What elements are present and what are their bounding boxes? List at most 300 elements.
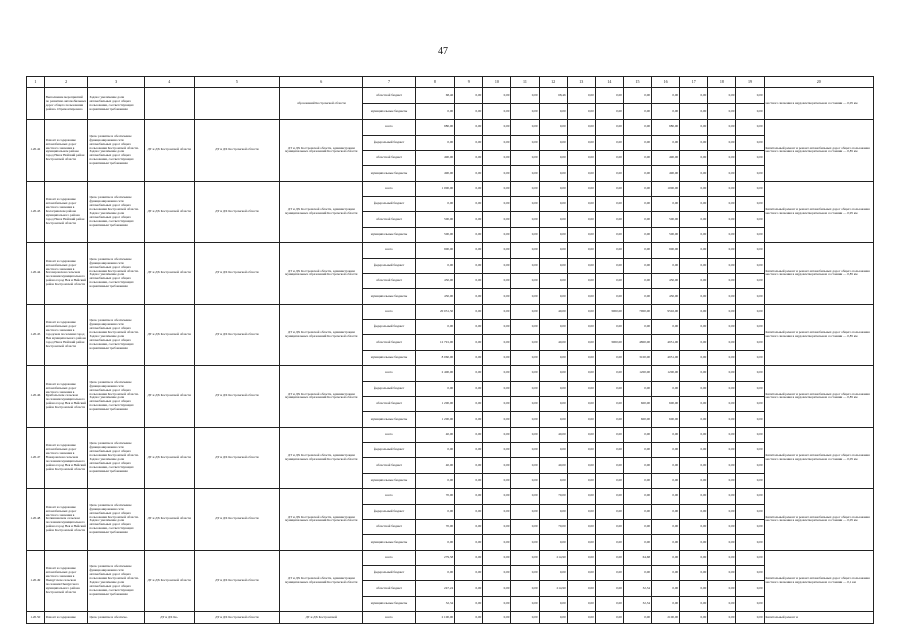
value-cell: 0,00 bbox=[708, 396, 736, 411]
column-number-cell: 7 bbox=[363, 77, 415, 88]
source-cell: муниципальные бюджеты bbox=[363, 166, 415, 181]
value-cell: 0,00 bbox=[567, 335, 595, 350]
result-cell: Капитальный ремонт и ремонт автомобильных дорог общего пользования местного значения в неудовлетворительном состоянии — 0,85 км bbox=[764, 243, 874, 305]
name-cell: Ремонт и содержание автомобильных дорог местного значения в Пыщугском сельском поселении Пыщугского муниципального района Костромской области bbox=[44, 550, 88, 612]
value-cell: 4800,00 bbox=[623, 335, 651, 350]
name-cell: Ремонт и содержание автомобильных дорог местного значения в Кужбальском сельском поселении муниципального района город Нея и Нейский район Костромской области bbox=[44, 366, 88, 428]
value-cell: 0,00 bbox=[511, 289, 539, 304]
source-cell: областной бюджет bbox=[363, 212, 415, 227]
value-cell: 0,00 bbox=[623, 519, 651, 534]
executor-cell: ДТ и ДХ Ко- bbox=[144, 612, 194, 624]
value-cell: 0,00 bbox=[567, 181, 595, 196]
executor-cell: ДТ и ДХ Костромской области bbox=[144, 489, 194, 551]
value-cell: 0,00 bbox=[595, 197, 623, 212]
value-cell: 0,00 bbox=[455, 227, 483, 242]
value-cell: 0,00 bbox=[736, 443, 764, 458]
value-cell: 0,00 bbox=[511, 350, 539, 365]
value-cell: 7900,00 bbox=[623, 304, 651, 319]
value-cell: 0,00 bbox=[455, 473, 483, 488]
value-cell: 0,00 bbox=[567, 550, 595, 565]
column-number-cell: 5 bbox=[194, 77, 279, 88]
result-cell: Капитальный ремонт и ремонт автомобильных дорог общего пользования местного значения в неудовлетворительном состоянии — 0,05 км bbox=[764, 427, 874, 489]
value-cell: 0,00 bbox=[623, 212, 651, 227]
value-cell: 0,00 bbox=[708, 243, 736, 258]
value-cell: 0,00 bbox=[483, 504, 511, 519]
value-cell: 0,00 bbox=[483, 412, 511, 427]
goal-cell: Цель: развитие и обеспечение функционирования сети автомобильных дорог общего пользования Костромской области. Задача: увеличение доли автомобильных дорог общего пользования, соответствующих нормативным требованиям bbox=[88, 489, 144, 551]
value-cell: 0,00 bbox=[455, 243, 483, 258]
value-cell: 0,00 bbox=[539, 535, 567, 550]
value-cell: 0,00 bbox=[652, 197, 680, 212]
value-cell: 0,00 bbox=[455, 504, 483, 519]
value-cell: 0,00 bbox=[595, 273, 623, 288]
value-cell: 0,00 bbox=[736, 120, 764, 135]
table-row bbox=[27, 427, 874, 442]
value-cell: 0,00 bbox=[595, 612, 623, 624]
value-cell: 0,00 bbox=[455, 550, 483, 565]
value-cell: 0,00 bbox=[680, 166, 708, 181]
value-cell: 0,00 bbox=[539, 227, 567, 242]
value-cell: 490,00 bbox=[652, 166, 680, 181]
value-cell: 450,00 bbox=[652, 273, 680, 288]
value-cell: 0,00 bbox=[595, 258, 623, 273]
value-cell: 0,00 bbox=[455, 181, 483, 196]
value-cell: 0,00 bbox=[680, 581, 708, 596]
goal-cell: Цель: развитие и обеспечение функционирования сети автомобильных дорог общего пользования Костромской области. Задача: увеличение доли автомобильных дорог общего пользования, соответствующих нормативным требованиям bbox=[88, 550, 144, 612]
value-cell: 0,00 bbox=[595, 535, 623, 550]
value-cell: 0,00 bbox=[708, 550, 736, 565]
executor-cell: ДТ и ДХ Костромской области bbox=[144, 366, 194, 428]
value-cell: 0,00 bbox=[483, 473, 511, 488]
value-cell: 0,00 bbox=[567, 473, 595, 488]
value-cell: 2100,00 bbox=[652, 612, 680, 624]
value-cell: 0,00 bbox=[708, 443, 736, 458]
name-cell: Ремонт и содержание автомобильных дорог местного значения в Боговаровском сельском поселении муниципального района город Нея и Нейский район Костромской области bbox=[44, 243, 88, 305]
source-cell: всего bbox=[363, 304, 415, 319]
result-cell: Капитальный ремонт и bbox=[764, 612, 874, 624]
value-cell: 0,00 bbox=[736, 427, 764, 442]
source-cell: областной бюджет bbox=[363, 273, 415, 288]
cofinance-cell: ДТ и ДХ Костромской области, администрации муниципальных образований Костромской области bbox=[280, 304, 363, 366]
column-number-cell: 19 bbox=[736, 77, 764, 88]
value-cell: 0,00 bbox=[567, 519, 595, 534]
value-cell: 0,00 bbox=[567, 273, 595, 288]
value-cell: 0,00 bbox=[415, 104, 455, 120]
source-cell: федеральный бюджет bbox=[363, 258, 415, 273]
value-cell: 70,00 bbox=[415, 519, 455, 534]
value-cell: 0,00 bbox=[511, 104, 539, 120]
value-cell: 0,00 bbox=[652, 535, 680, 550]
program-activities-table bbox=[26, 76, 874, 624]
value-cell: 1200,00 bbox=[623, 366, 651, 381]
value-cell: 0,00 bbox=[511, 504, 539, 519]
value-cell: 0,00 bbox=[708, 458, 736, 473]
value-cell: 0,00 bbox=[539, 289, 567, 304]
value-cell: 0,00 bbox=[736, 412, 764, 427]
value-cell: 0,00 bbox=[595, 227, 623, 242]
source-cell: областной бюджет bbox=[363, 581, 415, 596]
value-cell: 0,00 bbox=[736, 535, 764, 550]
value-cell: 0,00 bbox=[680, 135, 708, 150]
value-cell: 0,00 bbox=[483, 350, 511, 365]
value-cell: 0,00 bbox=[623, 181, 651, 196]
value-cell: 0,00 bbox=[623, 258, 651, 273]
value-cell: 0,00 bbox=[708, 88, 736, 104]
value-cell: 500,00 bbox=[415, 212, 455, 227]
value-cell: 0,00 bbox=[623, 135, 651, 150]
value-cell: 0,00 bbox=[680, 120, 708, 135]
code-cell: 1.20.46 bbox=[27, 366, 45, 428]
value-cell: 0,00 bbox=[415, 535, 455, 550]
value-cell: 0,00 bbox=[736, 181, 764, 196]
value-cell: 0,00 bbox=[652, 489, 680, 504]
cofinance-cell: ДТ и ДХ Костромской области, администрации муниципальных образований Костромской области bbox=[280, 489, 363, 551]
value-cell: 0,00 bbox=[511, 335, 539, 350]
value-cell: 0,00 bbox=[455, 197, 483, 212]
value-cell: 980,00 bbox=[415, 120, 455, 135]
value-cell: 0,00 bbox=[652, 566, 680, 581]
code-cell: 1.20.49 bbox=[27, 550, 45, 612]
value-cell: 0,00 bbox=[511, 366, 539, 381]
value-cell: 2 100,00 bbox=[415, 612, 455, 624]
value-cell: 0,00 bbox=[595, 104, 623, 120]
value-cell: 0,00 bbox=[623, 566, 651, 581]
value-cell: 0,00 bbox=[595, 212, 623, 227]
value-cell: 40,00 bbox=[539, 458, 567, 473]
column-number-cell: 3 bbox=[88, 77, 144, 88]
value-cell: 0,00 bbox=[567, 304, 595, 319]
value-cell: 70,00 bbox=[539, 489, 567, 504]
value-cell: 0,00 bbox=[680, 366, 708, 381]
value-cell: 0,00 bbox=[415, 258, 455, 273]
value-cell: 0,00 bbox=[623, 104, 651, 120]
value-cell: 0,00 bbox=[652, 104, 680, 120]
value-cell: 0,00 bbox=[539, 566, 567, 581]
result-cell: Капитальный ремонт и ремонт автомобильных дорог общего пользования местного значения в неудовлетворительном состоянии — 0,1 км bbox=[764, 550, 874, 612]
value-cell: 0,00 bbox=[708, 519, 736, 534]
value-cell: 0,00 bbox=[567, 443, 595, 458]
name-cell: Ремонт и содержание автомобильных дорог местного значения в Коткишевском сельском поселении муниципального района город Нея и Нейский район Костромской области bbox=[44, 489, 88, 551]
value-cell: 0,00 bbox=[511, 519, 539, 534]
source-cell: федеральный бюджет bbox=[363, 197, 415, 212]
participant-cell: ДТ и ДХ Костромской области bbox=[194, 181, 279, 243]
participant-cell: ДТ и ДХ Костромской области bbox=[194, 550, 279, 612]
value-cell: 0,00 bbox=[623, 535, 651, 550]
value-cell: 0,00 bbox=[567, 197, 595, 212]
value-cell: 0,00 bbox=[539, 381, 567, 396]
value-cell: 0,00 bbox=[708, 120, 736, 135]
value-cell: 0,00 bbox=[483, 335, 511, 350]
value-cell: 0,00 bbox=[736, 612, 764, 624]
result-cell: Капитальный ремонт и ремонт автомобильных дорог общего пользования местного значения в неудовлетворительном состоянии — 0,85 км bbox=[764, 366, 874, 428]
column-number-cell: 15 bbox=[623, 77, 651, 88]
value-cell: 0,00 bbox=[455, 304, 483, 319]
value-cell: 0,00 bbox=[708, 166, 736, 181]
value-cell: 0,00 bbox=[455, 489, 483, 504]
value-cell: 8 060,00 bbox=[415, 350, 455, 365]
value-cell: 0,00 bbox=[708, 366, 736, 381]
value-cell: 0,00 bbox=[595, 550, 623, 565]
value-cell: 0,00 bbox=[567, 596, 595, 611]
value-cell: 490,00 bbox=[652, 150, 680, 165]
value-cell: 0,00 bbox=[455, 396, 483, 411]
source-cell: областной бюджет bbox=[363, 396, 415, 411]
value-cell: 600,00 bbox=[652, 412, 680, 427]
value-cell: 0,00 bbox=[680, 197, 708, 212]
value-cell: 0,00 bbox=[567, 612, 595, 624]
value-cell: 0,00 bbox=[595, 396, 623, 411]
value-cell: 0,00 bbox=[567, 396, 595, 411]
table-row bbox=[27, 612, 874, 624]
value-cell: 0,00 bbox=[680, 304, 708, 319]
value-cell: 0,00 bbox=[415, 135, 455, 150]
value-cell: 1200,00 bbox=[652, 366, 680, 381]
value-cell: 0,00 bbox=[708, 535, 736, 550]
column-number-cell: 11 bbox=[511, 77, 539, 88]
value-cell: 0,00 bbox=[483, 212, 511, 227]
value-cell: 0,00 bbox=[680, 458, 708, 473]
value-cell: 0,00 bbox=[567, 88, 595, 104]
column-number-cell: 17 bbox=[680, 77, 708, 88]
value-cell: 0,00 bbox=[680, 412, 708, 427]
result-cell: Капитальный ремонт и ремонт автомобильных дорог общего пользования местного значения в неудовлетворительном состоянии — 0,05 км bbox=[764, 489, 874, 551]
table-row bbox=[27, 366, 874, 381]
value-cell: 0,00 bbox=[708, 150, 736, 165]
value-cell: 0,00 bbox=[623, 197, 651, 212]
value-cell: 32,34 bbox=[623, 581, 651, 596]
executor-cell: ДТ и ДХ Костромской области bbox=[144, 120, 194, 182]
value-cell: 0,00 bbox=[680, 212, 708, 227]
value-cell: 0,00 bbox=[455, 135, 483, 150]
source-cell: всего bbox=[363, 366, 415, 381]
value-cell: 0,00 bbox=[539, 135, 567, 150]
value-cell: 900,00 bbox=[652, 243, 680, 258]
source-cell: муниципальные бюджеты bbox=[363, 350, 415, 365]
name-cell: Выполнение мероприятий по развитию автомобильных дорог общего пользования района. Отремонтировано bbox=[44, 88, 88, 120]
value-cell: 2 400,00 bbox=[415, 366, 455, 381]
code-cell: 1.20.43 bbox=[27, 181, 45, 243]
value-cell: 0,00 bbox=[567, 104, 595, 120]
value-cell: 0,00 bbox=[511, 120, 539, 135]
value-cell: 68,46 bbox=[415, 88, 455, 104]
value-cell: 214,90 bbox=[539, 581, 567, 596]
value-cell: 0,00 bbox=[623, 504, 651, 519]
value-cell: 0,00 bbox=[736, 197, 764, 212]
value-cell: 0,00 bbox=[736, 227, 764, 242]
cofinance-cell: ДТ и ДХ Костромской области, администрации муниципальных образований Костромской области bbox=[280, 120, 363, 182]
value-cell: 3000,00 bbox=[595, 304, 623, 319]
value-cell: 0,00 bbox=[483, 366, 511, 381]
value-cell: 0,00 bbox=[539, 412, 567, 427]
executor-cell: ДТ и ДХ Костромской области bbox=[144, 550, 194, 612]
value-cell: 0,00 bbox=[511, 550, 539, 565]
value-cell: 0,00 bbox=[708, 427, 736, 442]
value-cell: 214,90 bbox=[539, 550, 567, 565]
value-cell: 0,00 bbox=[595, 581, 623, 596]
value-cell: 0,00 bbox=[736, 396, 764, 411]
value-cell: 490,00 bbox=[415, 166, 455, 181]
table-row bbox=[27, 489, 874, 504]
value-cell: 0,00 bbox=[623, 150, 651, 165]
value-cell: 3000,00 bbox=[595, 335, 623, 350]
column-number-cell: 16 bbox=[652, 77, 680, 88]
value-cell: 0,00 bbox=[595, 566, 623, 581]
value-cell: 0,00 bbox=[483, 88, 511, 104]
value-cell: 0,00 bbox=[483, 566, 511, 581]
value-cell: 0,00 bbox=[455, 381, 483, 396]
value-cell: 0,00 bbox=[567, 120, 595, 135]
value-cell: 0,00 bbox=[455, 335, 483, 350]
value-cell: 0,00 bbox=[511, 458, 539, 473]
source-cell: муниципальные бюджеты bbox=[363, 596, 415, 611]
value-cell: 450,00 bbox=[415, 273, 455, 288]
value-cell: 0,00 bbox=[595, 135, 623, 150]
value-cell: 0,00 bbox=[595, 489, 623, 504]
value-cell: 0,00 bbox=[455, 258, 483, 273]
value-cell: 0,00 bbox=[680, 320, 708, 335]
value-cell: 0,00 bbox=[511, 258, 539, 273]
value-cell: 70,00 bbox=[539, 519, 567, 534]
value-cell: 0,00 bbox=[539, 350, 567, 365]
cofinance-cell: ДТ и ДХ Костромской области, администрации муниципальных образований Костромской области bbox=[280, 181, 363, 243]
column-number-cell: 9 bbox=[455, 77, 483, 88]
value-cell: 0,00 bbox=[623, 289, 651, 304]
value-cell: 0,00 bbox=[736, 350, 764, 365]
value-cell: 0,00 bbox=[623, 458, 651, 473]
value-cell: 450,00 bbox=[652, 289, 680, 304]
value-cell: 500,00 bbox=[415, 227, 455, 242]
value-cell: 0,00 bbox=[567, 581, 595, 596]
value-cell: 0,00 bbox=[680, 381, 708, 396]
value-cell: 0,00 bbox=[623, 381, 651, 396]
value-cell: 0,00 bbox=[511, 304, 539, 319]
value-cell: 0,00 bbox=[595, 350, 623, 365]
participant-cell: ДТ и ДХ Костромской области bbox=[194, 489, 279, 551]
value-cell: 0,00 bbox=[511, 212, 539, 227]
value-cell: 0,00 bbox=[483, 227, 511, 242]
value-cell: 0,00 bbox=[539, 243, 567, 258]
value-cell: 0,00 bbox=[708, 135, 736, 150]
value-cell: 0,00 bbox=[455, 458, 483, 473]
code-cell: 1.20.44 bbox=[27, 243, 45, 305]
value-cell: 0,00 bbox=[708, 289, 736, 304]
value-cell: 0,00 bbox=[736, 596, 764, 611]
source-cell: федеральный бюджет bbox=[363, 566, 415, 581]
name-cell: Ремонт и содержание автомобильных дорог местного значения в муниципальном районе город Нея и Нейский район Костромской области bbox=[44, 120, 88, 182]
goal-cell: Цель: развитие и обеспечение функционирования сети автомобильных дорог общего пользования Костромской области. Задача: увеличение доли автомобильных дорог общего пользования, соответствующих нормативным требованиям bbox=[88, 181, 144, 243]
value-cell: 0,00 bbox=[511, 566, 539, 581]
column-number-cell: 4 bbox=[144, 77, 194, 88]
value-cell: 0,00 bbox=[511, 489, 539, 504]
value-cell: 0,00 bbox=[736, 519, 764, 534]
code-cell: 1.20.50 bbox=[27, 612, 45, 624]
value-cell: 0,00 bbox=[483, 596, 511, 611]
value-cell: 0,00 bbox=[539, 181, 567, 196]
value-cell: 0,00 bbox=[539, 612, 567, 624]
table-row bbox=[27, 243, 874, 258]
column-number-cell: 6 bbox=[280, 77, 363, 88]
value-cell: 0,00 bbox=[708, 566, 736, 581]
column-number-cell: 13 bbox=[567, 77, 595, 88]
value-cell: 0,00 bbox=[595, 596, 623, 611]
value-cell: 0,00 bbox=[595, 366, 623, 381]
value-cell: 0,00 bbox=[652, 504, 680, 519]
value-cell: 600,00 bbox=[652, 396, 680, 411]
value-cell: 0,00 bbox=[539, 504, 567, 519]
value-cell: 40,00 bbox=[539, 427, 567, 442]
value-cell: 0,00 bbox=[652, 443, 680, 458]
participant-cell: ДТ и ДХ Костромской области bbox=[194, 120, 279, 182]
value-cell: 0,00 bbox=[511, 412, 539, 427]
value-cell: 0,00 bbox=[623, 612, 651, 624]
value-cell: 0,00 bbox=[483, 135, 511, 150]
value-cell: 0,00 bbox=[539, 120, 567, 135]
value-cell: 0,00 bbox=[539, 104, 567, 120]
value-cell: 0,00 bbox=[708, 381, 736, 396]
value-cell: 1 200,00 bbox=[415, 412, 455, 427]
value-cell: 0,00 bbox=[455, 88, 483, 104]
value-cell: 0,00 bbox=[623, 427, 651, 442]
source-cell: муниципальные бюджеты bbox=[363, 104, 415, 120]
value-cell: 0,00 bbox=[708, 320, 736, 335]
value-cell: 0,00 bbox=[736, 135, 764, 150]
value-cell: 0,00 bbox=[483, 519, 511, 534]
source-cell: областной бюджет bbox=[363, 150, 415, 165]
value-cell: 0,00 bbox=[708, 581, 736, 596]
value-cell: 279,58 bbox=[415, 550, 455, 565]
value-cell: 0,00 bbox=[736, 504, 764, 519]
value-cell: 0,00 bbox=[539, 197, 567, 212]
value-cell: 0,00 bbox=[595, 320, 623, 335]
value-cell: 0,00 bbox=[539, 166, 567, 181]
goal-cell: Цель: развитие и обеспечение функционирования сети автомобильных дорог общего пользования Костромской области. Задача: увеличение доли автомобильных дорог общего пользования, соответствующих нормативным требованиям bbox=[88, 243, 144, 305]
value-cell: 0,00 bbox=[595, 243, 623, 258]
value-cell: 0,00 bbox=[736, 366, 764, 381]
column-number-cell: 12 bbox=[539, 77, 567, 88]
value-cell: 0,00 bbox=[595, 381, 623, 396]
value-cell: 0,00 bbox=[539, 473, 567, 488]
value-cell: 0,00 bbox=[567, 135, 595, 150]
cofinance-cell: ДТ и ДХ Костромской области, администрации муниципальных образований Костромской области bbox=[280, 427, 363, 489]
value-cell: 0,00 bbox=[483, 304, 511, 319]
value-cell: 0,00 bbox=[415, 473, 455, 488]
source-cell: федеральный бюджет bbox=[363, 320, 415, 335]
value-cell: 0,00 bbox=[567, 243, 595, 258]
value-cell: 0,00 bbox=[483, 427, 511, 442]
cofinance-cell: ДТ и ДХ Костромской bbox=[280, 612, 363, 624]
result-cell: Капитальный ремонт и ремонт автомобильных дорог общего пользования местного значения в неудовлетворительном состоянии — 0,85 км bbox=[764, 120, 874, 182]
value-cell: 0,00 bbox=[680, 396, 708, 411]
value-cell: 0,00 bbox=[455, 166, 483, 181]
value-cell: 0,00 bbox=[680, 473, 708, 488]
value-cell: 0,00 bbox=[483, 166, 511, 181]
value-cell: 0,00 bbox=[708, 473, 736, 488]
value-cell: 0,00 bbox=[483, 273, 511, 288]
code-cell: 1.20.42 bbox=[27, 120, 45, 182]
executor-cell: ДТ и ДХ Костромской области bbox=[144, 304, 194, 366]
source-cell: федеральный бюджет bbox=[363, 381, 415, 396]
value-cell: 0,00 bbox=[708, 197, 736, 212]
source-cell: областной бюджет bbox=[363, 88, 415, 104]
value-cell: 0,00 bbox=[680, 273, 708, 288]
value-cell: 0,00 bbox=[708, 350, 736, 365]
value-cell: 0,00 bbox=[736, 458, 764, 473]
value-cell: 0,00 bbox=[680, 335, 708, 350]
value-cell: 0,00 bbox=[511, 135, 539, 150]
value-cell: 3100,00 bbox=[623, 350, 651, 365]
source-cell: федеральный бюджет bbox=[363, 135, 415, 150]
value-cell: 1 200,00 bbox=[415, 396, 455, 411]
